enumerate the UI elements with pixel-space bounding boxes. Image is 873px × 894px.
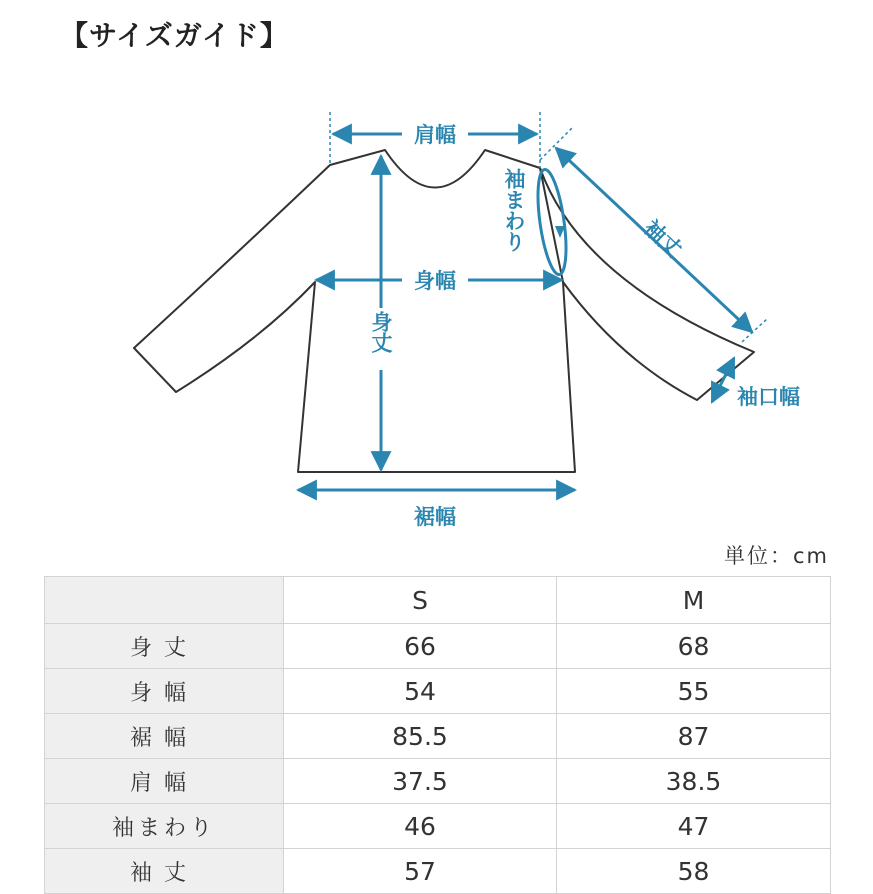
table-row xyxy=(45,624,831,669)
label-cuff-width: 袖口幅 xyxy=(737,385,800,409)
value-m: 68 xyxy=(557,624,831,669)
table-header-row xyxy=(45,577,831,624)
table-corner-cell xyxy=(45,577,284,624)
value-m: 58 xyxy=(557,849,831,894)
value-s: 85.5 xyxy=(284,714,557,759)
column-header-s: S xyxy=(284,577,557,624)
page-title: 【サイズガイド】 xyxy=(60,19,289,52)
label-sleeve-length: 袖丈 xyxy=(639,215,687,262)
size-table xyxy=(44,576,831,894)
value-s: 37.5 xyxy=(284,759,557,804)
value-s: 54 xyxy=(284,669,557,714)
label-shoulder-width: 肩幅 xyxy=(414,123,456,147)
table-row xyxy=(45,669,831,714)
label-body-length: 身丈 xyxy=(369,311,393,353)
value-m: 55 xyxy=(557,669,831,714)
value-m: 87 xyxy=(557,714,831,759)
garment-outline xyxy=(134,150,754,472)
row-label: 袖まわり xyxy=(45,804,284,849)
value-s: 66 xyxy=(284,624,557,669)
value-m: 38.5 xyxy=(557,759,831,804)
row-label: 身幅 xyxy=(45,669,284,714)
row-label: 裾幅 xyxy=(45,714,284,759)
label-chest-width: 身幅 xyxy=(414,269,456,293)
row-label: 身丈 xyxy=(45,624,284,669)
sleeve-guide-bottom xyxy=(742,318,768,342)
label-hem-width: 裾幅 xyxy=(414,505,456,529)
sleeve-guide-top xyxy=(540,128,572,160)
table-row xyxy=(45,849,831,894)
table-row xyxy=(45,804,831,849)
table-row xyxy=(45,714,831,759)
value-m: 47 xyxy=(557,804,831,849)
unit-label: 単位：cm xyxy=(723,544,829,568)
label-sleeve-circumference: 袖まわり xyxy=(502,168,526,252)
row-label: 袖丈 xyxy=(45,849,284,894)
table-row xyxy=(45,759,831,804)
row-label: 肩幅 xyxy=(45,759,284,804)
value-s: 57 xyxy=(284,849,557,894)
column-header-m: M xyxy=(557,577,831,624)
value-s: 46 xyxy=(284,804,557,849)
